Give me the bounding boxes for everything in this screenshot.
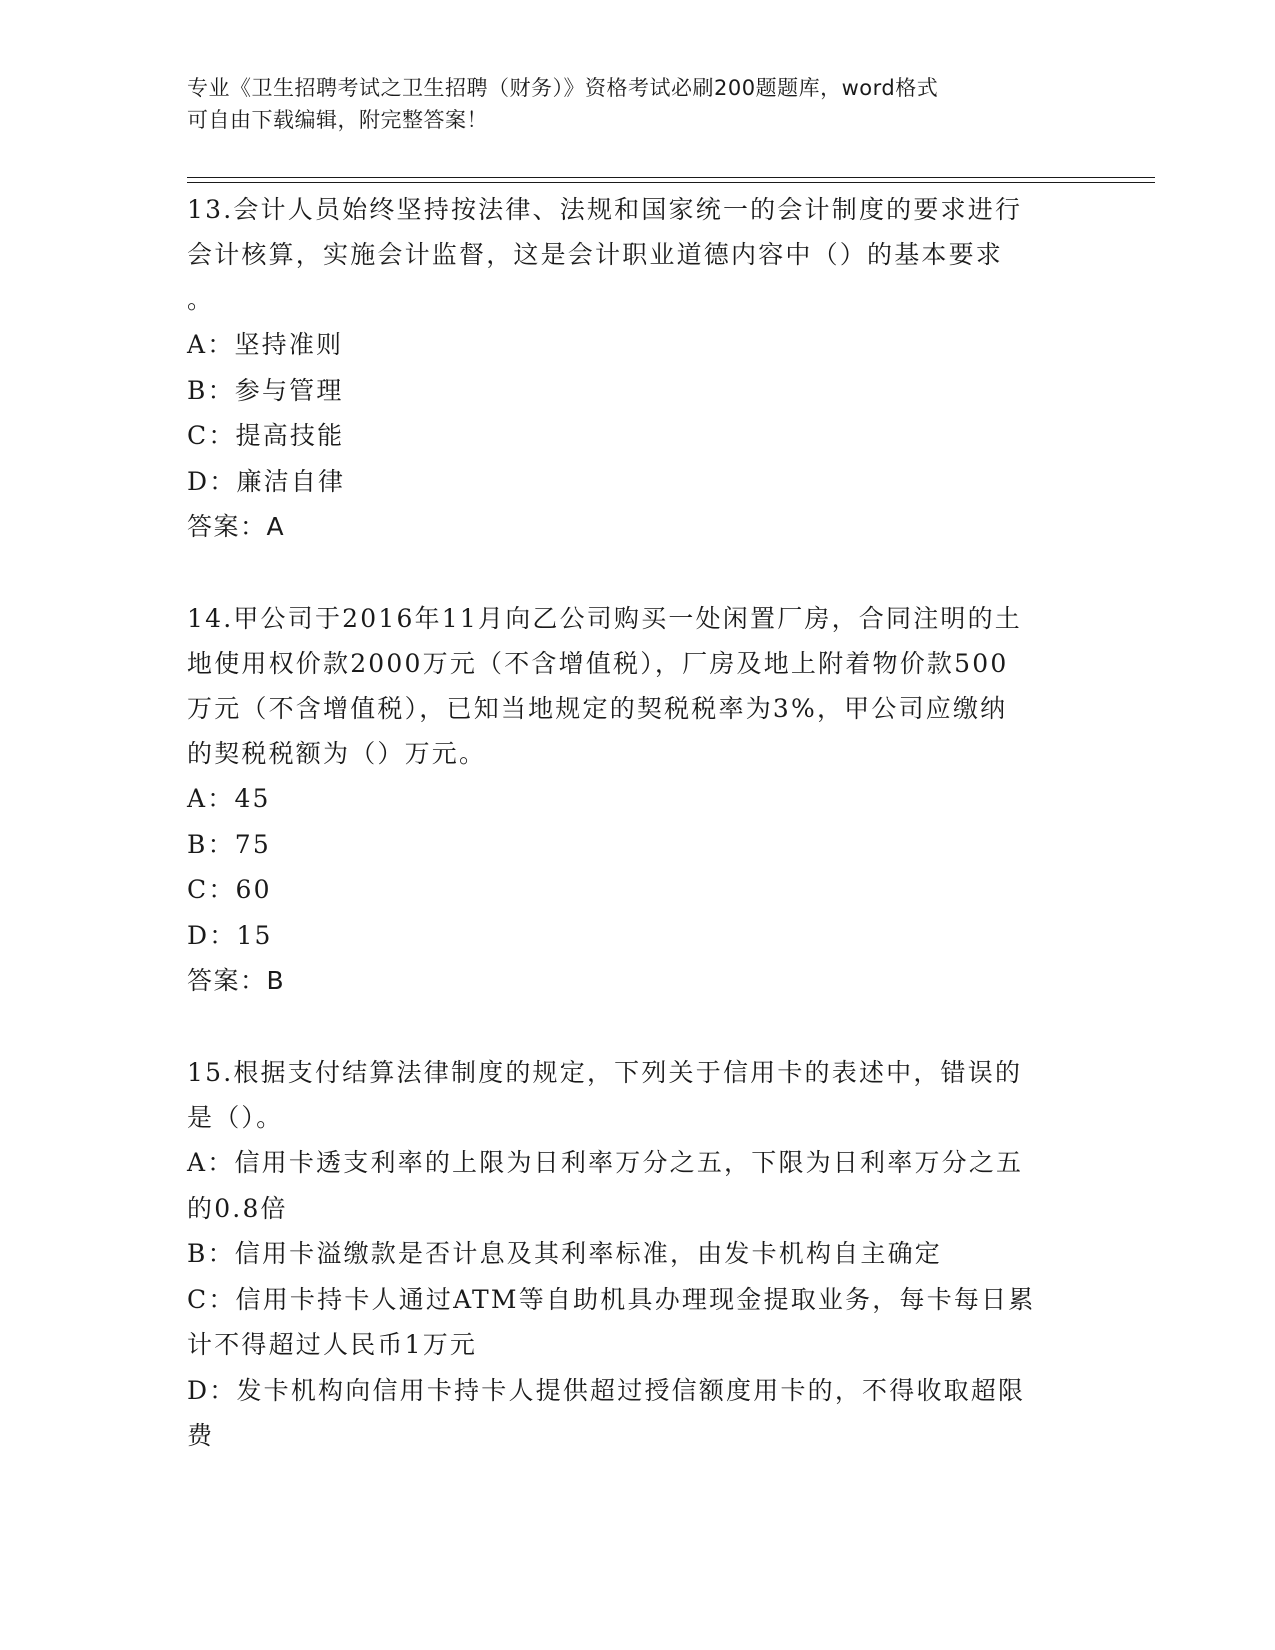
option-d-continued: 费 bbox=[187, 1421, 215, 1450]
option-a: A：坚持准则 bbox=[187, 330, 344, 359]
question-15 bbox=[187, 1050, 1087, 1459]
question-stem-line: 13.会计人员始终坚持按法律、法规和国家统一的会计制度的要求进行 bbox=[187, 195, 1023, 224]
option-d: D：发卡机构向信用卡持卡人提供超过授信额度用卡的，不得收取超限 bbox=[187, 1375, 1026, 1405]
option-c-continued: 计不得超过人民币1万元 bbox=[187, 1330, 478, 1359]
option-d: D：15 bbox=[187, 920, 273, 950]
question-stem-line: 14.甲公司于2016年11月向乙公司购买一处闲置厂房，合同注明的土 bbox=[187, 604, 1022, 633]
option-c: C：信用卡持卡人通过ATM等自助机具办理现金提取业务，每卡每日累 bbox=[187, 1284, 1036, 1314]
question-stem-line: 。 bbox=[187, 285, 215, 314]
option-c: C：提高技能 bbox=[187, 421, 345, 450]
option-b: B：信用卡溢缴款是否计息及其利率标准，由发卡机构自主确定 bbox=[187, 1239, 942, 1268]
option-d: D：廉洁自律 bbox=[187, 466, 346, 496]
question-stem-line: 地使用权价款2000万元（不含增值税），厂房及地上附着物价款500 bbox=[187, 649, 1009, 678]
option-c: C：60 bbox=[187, 875, 272, 904]
question-13 bbox=[187, 187, 1087, 550]
option-b: B：75 bbox=[187, 829, 271, 859]
option-a: A：45 bbox=[187, 784, 271, 813]
option-a: A：信用卡透支利率的上限为日利率万分之五，下限为日利率万分之五 bbox=[187, 1148, 1024, 1177]
question-stem-line: 是（）。 bbox=[187, 1103, 284, 1132]
document-page bbox=[187, 0, 1087, 1650]
question-stem-line: 万元（不含增值税），已知当地规定的契税税率为3%，甲公司应缴纳 bbox=[187, 694, 1008, 723]
answer-label: 答案：A bbox=[187, 512, 286, 541]
header-divider-bottom bbox=[187, 182, 1155, 183]
question-stem-line: 会计核算，实施会计监督，这是会计职业道德内容中（）的基本要求 bbox=[187, 240, 1004, 269]
option-b: B：参与管理 bbox=[187, 375, 344, 405]
header-divider-top bbox=[187, 177, 1155, 178]
document-header bbox=[187, 72, 1067, 136]
question-stem-line: 15.根据支付结算法律制度的规定，下列关于信用卡的表述中，错误的 bbox=[187, 1058, 1023, 1087]
question-14 bbox=[187, 596, 1087, 1004]
header-line-1: 专业《卫生招聘考试之卫生招聘（财务）》资格考试必刷200题题库，word格式 bbox=[187, 76, 939, 100]
answer-label: 答案：B bbox=[187, 966, 286, 995]
header-line-2: 可自由下载编辑，附完整答案！ bbox=[187, 108, 488, 132]
option-a-continued: 的0.8倍 bbox=[187, 1193, 288, 1223]
question-stem-line: 的契税税额为（）万元。 bbox=[187, 739, 487, 768]
